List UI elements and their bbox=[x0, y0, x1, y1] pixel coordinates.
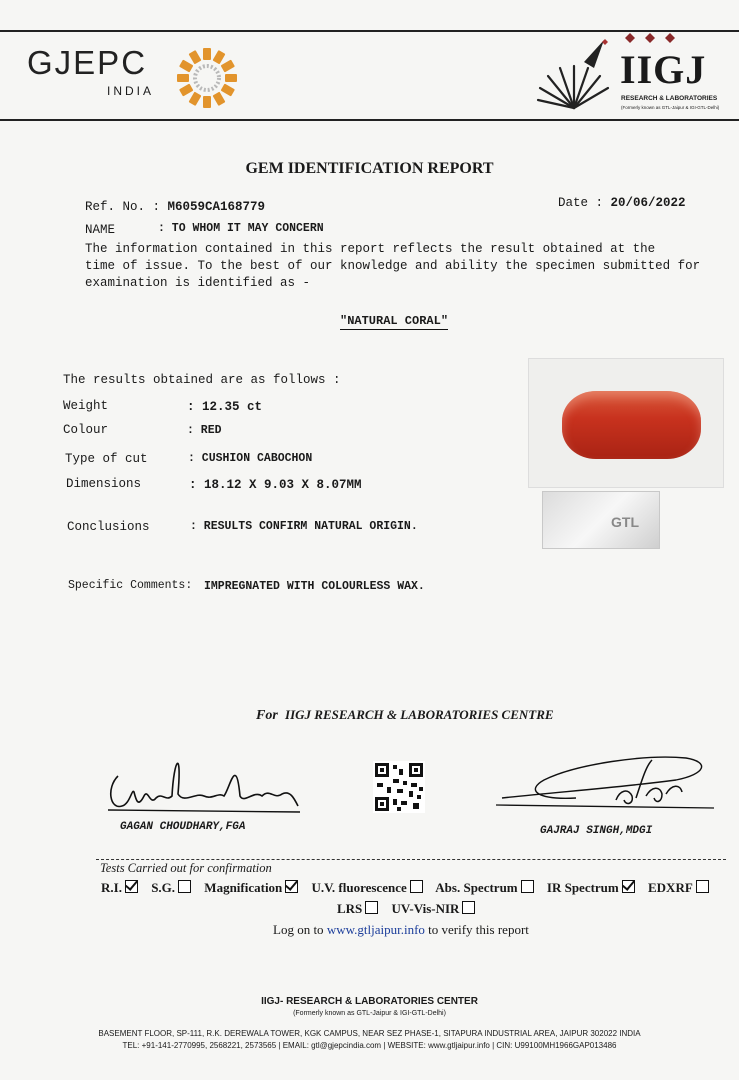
iigj-subtitle: RESEARCH & LABORATORIES bbox=[621, 95, 718, 102]
intro-line: The information contained in this report reflects the result obtained at the bbox=[85, 242, 656, 256]
verify-prefix: Log on to bbox=[273, 922, 324, 937]
test-label: R.I. bbox=[101, 880, 122, 895]
right-signatory-name: GAJRAJ SINGH,MDGI bbox=[540, 825, 653, 837]
test-uv bbox=[312, 880, 427, 895]
iigj-starburst-icon bbox=[536, 38, 612, 110]
test-magnification-checkbox[interactable] bbox=[285, 880, 298, 893]
test-uv-checkbox[interactable] bbox=[410, 880, 423, 893]
intro-paragraph bbox=[85, 241, 700, 292]
date-label: Date : bbox=[558, 196, 604, 210]
gjepc-logo bbox=[27, 44, 155, 98]
test-magnification bbox=[204, 880, 302, 895]
hologram-text: GTL bbox=[611, 514, 639, 530]
right-signature bbox=[496, 750, 716, 826]
test-label: S.G. bbox=[151, 880, 176, 895]
row-value-dimensions: : 18.12 X 9.03 X 8.07MM bbox=[189, 478, 362, 492]
comments-value: IMPREGNATED WITH COLOURLESS WAX. bbox=[204, 580, 425, 593]
date-line bbox=[558, 196, 686, 210]
row-label-colour: Colour bbox=[63, 423, 109, 437]
tests-line-1 bbox=[101, 880, 719, 896]
row-label-cut: Type of cut bbox=[65, 452, 148, 466]
gjepc-emblem-icon bbox=[170, 45, 244, 111]
iigj-wordmark: IIGJ bbox=[620, 47, 707, 92]
comments-label: Specific Comments: bbox=[68, 579, 193, 592]
test-ri-checkbox[interactable] bbox=[125, 880, 138, 893]
test-label: EDXRF bbox=[648, 880, 693, 895]
test-lrs-checkbox[interactable] bbox=[365, 901, 378, 914]
test-ri bbox=[101, 880, 142, 895]
test-label: U.V. fluorescence bbox=[311, 880, 407, 895]
verify-suffix: to verify this report bbox=[428, 922, 529, 937]
hologram-seal bbox=[542, 491, 660, 549]
test-label: Magnification bbox=[204, 880, 283, 895]
verify-line bbox=[273, 922, 529, 938]
footer-contact: TEL: +91-141-2770995, 2568221, 2573565 | EMAIL: gtl@gjepcindia.com | WEBSITE: www.gtljaipur.info | CIN: U99100MH1966GAP013486 bbox=[122, 1041, 617, 1050]
test-lrs bbox=[337, 901, 382, 916]
tests-heading: Tests Carried out for confirmation bbox=[100, 861, 272, 875]
intro-line: examination is identified as - bbox=[85, 276, 311, 290]
tests-divider bbox=[96, 859, 726, 860]
test-label: Abs. Spectrum bbox=[435, 880, 518, 895]
row-label-conclusions: Conclusions bbox=[67, 520, 150, 534]
coral-cabochon bbox=[562, 391, 701, 459]
ref-label: Ref. No. : bbox=[85, 200, 161, 214]
test-label: LRS bbox=[337, 901, 363, 916]
footer-address: BASEMENT FLOOR, SP-111, R.K. DEREWALA TOWER, KGK CAMPUS, NEAR SEZ PHASE-1, SITAPURA INDUSTRIAL AREA, JAIPUR 302022 INDIA bbox=[98, 1029, 641, 1038]
name-value: : TO WHOM IT MAY CONCERN bbox=[158, 222, 324, 235]
report-title: GEM IDENTIFICATION REPORT bbox=[245, 160, 494, 177]
identified-gem: "NATURAL CORAL" bbox=[340, 314, 449, 328]
for-centre-name: IIGJ RESEARCH & LABORATORIES CENTRE bbox=[285, 707, 554, 722]
date-value: 20/06/2022 bbox=[610, 196, 686, 210]
test-abs-checkbox[interactable] bbox=[521, 880, 534, 893]
test-uvvisnir-checkbox[interactable] bbox=[462, 901, 475, 914]
test-sg-checkbox[interactable] bbox=[178, 880, 191, 893]
test-sg bbox=[151, 880, 195, 895]
qr-code-icon bbox=[373, 761, 425, 813]
verify-link[interactable]: www.gtljaipur.info bbox=[326, 922, 425, 937]
footer-formerly: (Formerly known as GTL-Jaipur & IGI-GTL-Delhi) bbox=[293, 1010, 446, 1017]
gjepc-wordmark: GJEPC bbox=[27, 44, 148, 81]
test-uvvisnir bbox=[392, 901, 480, 916]
tests-line-2 bbox=[337, 901, 485, 917]
test-label: UV-Vis-NIR bbox=[391, 901, 460, 916]
test-edxrf bbox=[648, 880, 713, 895]
test-abs bbox=[435, 880, 537, 895]
iigj-formerly: (Formerly known as GTL-Jaipur & IGI-GTL-Delhi) bbox=[621, 105, 720, 110]
for-centre-line bbox=[256, 707, 554, 724]
results-heading: The results obtained are as follows : bbox=[63, 373, 341, 387]
row-label-weight: Weight bbox=[63, 399, 109, 413]
left-signature bbox=[104, 748, 304, 820]
intro-line: time of issue. To the best of our knowledge and ability the specimen submitted for bbox=[85, 259, 701, 273]
gem-photo bbox=[528, 358, 724, 488]
test-edxrf-checkbox[interactable] bbox=[696, 880, 709, 893]
header-rule bbox=[0, 119, 739, 121]
row-label-dimensions: Dimensions bbox=[66, 477, 142, 491]
iigj-diamonds-icon bbox=[624, 32, 684, 46]
ref-value: M6059CA168779 bbox=[167, 200, 266, 214]
gjepc-country: INDIA bbox=[107, 84, 155, 98]
test-ir-checkbox[interactable] bbox=[622, 880, 635, 893]
row-value-weight: : 12.35 ct bbox=[187, 400, 263, 414]
ref-line bbox=[85, 200, 265, 214]
name-label: NAME bbox=[85, 223, 116, 237]
test-ir bbox=[547, 880, 639, 895]
footer-org: IIGJ- RESEARCH & LABORATORIES CENTER bbox=[261, 996, 478, 1007]
test-label: IR Spectrum bbox=[546, 880, 619, 895]
row-value-cut: : CUSHION CABOCHON bbox=[188, 452, 313, 465]
for-prefix: For bbox=[256, 708, 278, 723]
row-value-conclusions: : RESULTS CONFIRM NATURAL ORIGIN. bbox=[190, 520, 418, 533]
row-value-colour: : RED bbox=[187, 424, 222, 437]
left-signatory-name: GAGAN CHOUDHARY,FGA bbox=[120, 821, 246, 833]
